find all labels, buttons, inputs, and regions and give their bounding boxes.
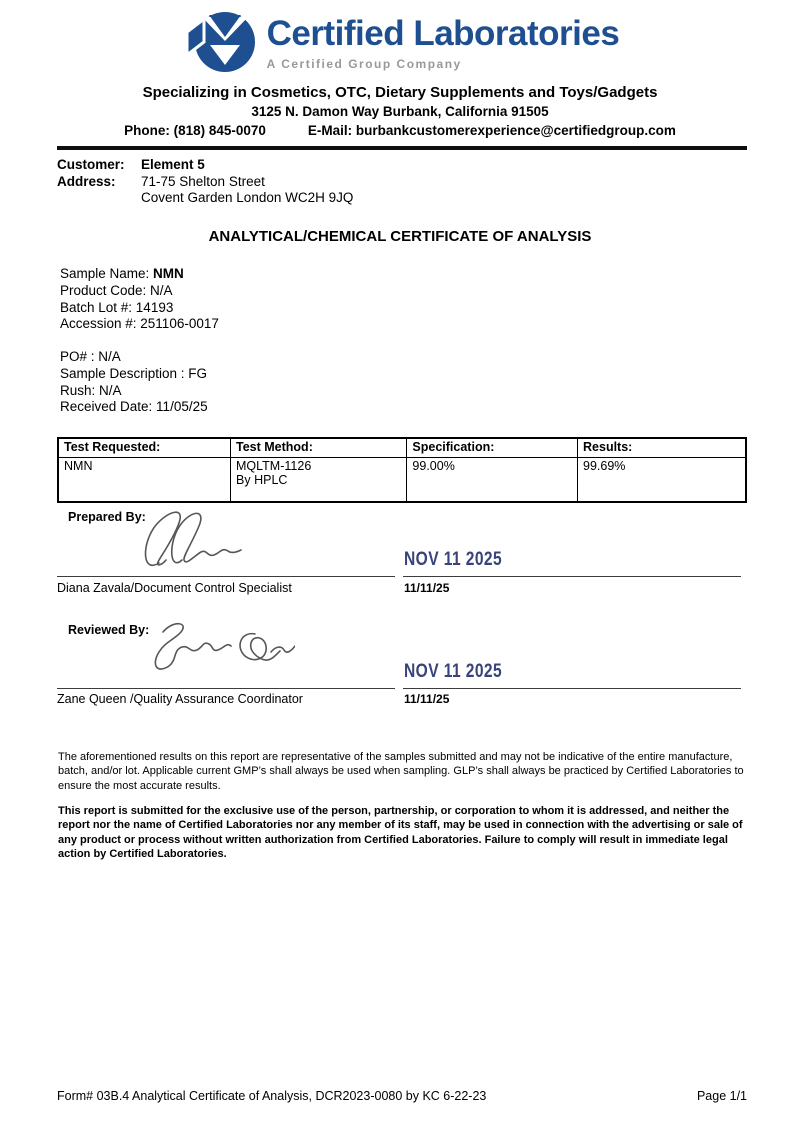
- certified-laboratories-logo-icon: [181, 8, 257, 76]
- cell-specification: 99.00%: [407, 457, 578, 502]
- footer-page-number: Page 1/1: [696, 1089, 747, 1103]
- col-header-test-requested: Test Requested:: [58, 438, 231, 457]
- company-name: Certified Laboratories: [266, 14, 620, 53]
- reviewed-date-line: [403, 688, 741, 689]
- header-address: 3125 N. Damon Way Burbank, California 91505: [251, 104, 549, 119]
- cell-test-method: [231, 457, 407, 502]
- prepared-date-line: [403, 576, 741, 577]
- cell-test-requested: NMN: [58, 457, 231, 502]
- header-contact: [0, 123, 800, 138]
- reviewed-date-stamp: NOV 11 2025: [404, 661, 503, 682]
- col-header-test-method: Test Method:: [231, 438, 407, 457]
- prepared-signature-line: [57, 576, 395, 577]
- header-divider: [57, 146, 747, 150]
- prepared-date: 11/11/25: [404, 581, 450, 595]
- batch-lot-line: Batch Lot #: 14193: [60, 299, 174, 315]
- product-code-line: Product Code: N/A: [60, 282, 173, 298]
- customer-address-line1: 71-75 Shelton Street: [141, 173, 265, 189]
- reviewed-by-label: Reviewed By:: [68, 623, 150, 637]
- test-method-line1: MQLTM-1126: [236, 458, 312, 473]
- prepared-by-label: Prepared By:: [68, 510, 146, 524]
- col-header-results: Results:: [578, 438, 746, 457]
- document-title: ANALYTICAL/CHEMICAL CERTIFICATE OF ANALYSIS: [208, 228, 592, 245]
- results-table: [57, 437, 747, 503]
- customer-address-line2: Covent Garden London WC2H 9JQ: [141, 190, 354, 205]
- customer-block: [57, 157, 353, 207]
- order-info-block: [60, 349, 208, 416]
- test-method-line2: By HPLC: [236, 472, 288, 487]
- reviewed-date: 11/11/25: [404, 692, 450, 706]
- logo: [0, 8, 800, 76]
- sample-name-line: [60, 266, 219, 283]
- company-tagline: A Certified Group Company: [266, 57, 462, 71]
- po-line: PO# : N/A: [60, 349, 121, 364]
- prepared-signature: [133, 500, 268, 572]
- footer-form-number: Form# 03B.4 Analytical Certificate of Analysis, DCR2023-0080 by KC 6-22-23: [57, 1089, 487, 1103]
- disclaimer-legal: This report is submitted for the exclusive use of the person, partnership, or corporation to whom it is addressed, and neither the report nor the name of Certified Laboratories nor any member of its staff, may be used in connection with the advertising or sale of any product or process without written authorization from Certified Laboratories. Failure to comply will result in immediate legal action by Certified Laboratories.: [58, 805, 743, 861]
- disclaimer-results: The aforementioned results on this report are representative of the samples submitted and may not be indicative of the entire manufacture, batch, and/or lot. Applicable current GMP’s shall always be used when sampling. GLP’s shall always be practiced by Certified Laboratories to ensure the most accurate results.: [58, 751, 744, 792]
- reviewed-signature-line: [57, 688, 395, 689]
- header-email: E-Mail: burbankcustomerexperience@certifiedgroup.com: [307, 123, 676, 138]
- sample-description-line: Sample Description : FG: [60, 365, 208, 381]
- sample-name-value: NMN: [153, 266, 184, 281]
- header-phone: Phone: (818) 845-0070: [124, 123, 266, 138]
- sample-name-label: Sample Name:: [60, 266, 154, 281]
- header-specialization: Specializing in Cosmetics, OTC, Dietary Supplements and Toys/Gadgets: [142, 84, 658, 101]
- reviewed-name-title: Zane Queen /Quality Assurance Coordinator: [57, 692, 303, 706]
- cell-results: 99.69%: [578, 457, 746, 502]
- accession-line: Accession #: 251106-0017: [60, 316, 219, 332]
- reviewed-signature: [145, 614, 295, 682]
- sample-info-block: [60, 266, 219, 333]
- received-date-line: Received Date: 11/05/25: [60, 399, 208, 415]
- prepared-name-title: Diana Zavala/Document Control Specialist: [57, 581, 292, 595]
- table-row: [58, 457, 746, 502]
- customer-address-label: Address:: [57, 173, 116, 189]
- page-footer: [57, 1089, 747, 1103]
- results-table-header-row: [58, 438, 746, 457]
- col-header-specification: Specification:: [407, 438, 578, 457]
- customer-label: Customer:: [57, 157, 125, 172]
- customer-name: Element 5: [141, 157, 205, 172]
- prepared-date-stamp: NOV 11 2025: [404, 549, 503, 570]
- rush-line: Rush: N/A: [60, 382, 122, 398]
